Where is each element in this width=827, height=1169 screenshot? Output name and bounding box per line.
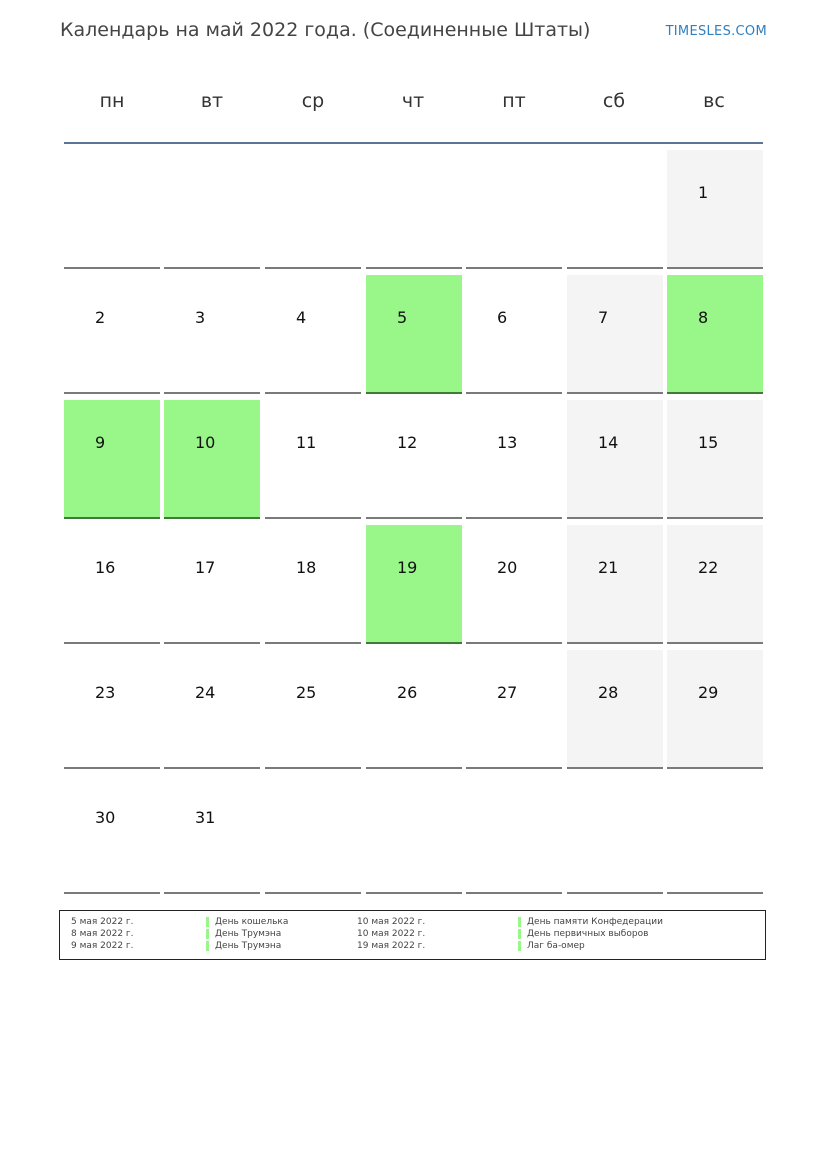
day-number: 9 bbox=[95, 433, 106, 452]
day-number: 24 bbox=[195, 683, 216, 702]
day-number: 3 bbox=[195, 308, 206, 327]
day-number: 8 bbox=[698, 308, 709, 327]
day-number: 2 bbox=[95, 308, 106, 327]
day-number: 16 bbox=[95, 558, 116, 577]
day-number: 25 bbox=[296, 683, 317, 702]
day-cell bbox=[265, 650, 361, 769]
legend-date: 19 мая 2022 г. bbox=[357, 941, 426, 951]
page-title: Календарь на май 2022 года. (Соединенные Штаты) bbox=[60, 19, 591, 41]
day-cell bbox=[466, 525, 562, 644]
day-cell bbox=[567, 275, 663, 394]
day-number: 7 bbox=[598, 308, 609, 327]
day-number: 15 bbox=[698, 433, 719, 452]
day-cell bbox=[667, 650, 763, 769]
weekday-fri: пт bbox=[502, 90, 526, 112]
day-cell bbox=[466, 275, 562, 394]
empty-day-cell bbox=[366, 150, 462, 269]
day-cell bbox=[64, 775, 160, 894]
brand-link[interactable]: TIMESLES.COM bbox=[665, 24, 767, 39]
day-number: 29 bbox=[698, 683, 719, 702]
day-cell bbox=[667, 150, 763, 269]
legend-holiday-name: День первичных выборов bbox=[518, 929, 648, 939]
legend-row bbox=[60, 917, 765, 929]
weekday-sun: вс bbox=[703, 90, 725, 112]
day-cell bbox=[366, 650, 462, 769]
legend-holiday-name: День Трумэна bbox=[206, 941, 281, 951]
day-cell bbox=[64, 650, 160, 769]
day-cell bbox=[164, 400, 260, 519]
day-number: 17 bbox=[195, 558, 216, 577]
day-cell bbox=[164, 775, 260, 894]
day-cell bbox=[164, 650, 260, 769]
empty-day-cell bbox=[667, 775, 763, 894]
day-number: 5 bbox=[397, 308, 408, 327]
day-cell bbox=[466, 400, 562, 519]
day-cell bbox=[64, 400, 160, 519]
weekday-header bbox=[64, 90, 764, 120]
day-cell bbox=[366, 400, 462, 519]
empty-day-cell bbox=[366, 775, 462, 894]
day-number: 27 bbox=[497, 683, 518, 702]
day-cell bbox=[64, 525, 160, 644]
empty-day-cell bbox=[567, 775, 663, 894]
day-cell bbox=[667, 400, 763, 519]
legend-date: 10 мая 2022 г. bbox=[357, 917, 426, 927]
legend-holiday-name: День памяти Конфедерации bbox=[518, 917, 663, 927]
day-number: 19 bbox=[397, 558, 418, 577]
legend-date: 5 мая 2022 г. bbox=[71, 917, 134, 927]
legend-holiday-name: Лаг ба-омер bbox=[518, 941, 585, 951]
weekday-sat: сб bbox=[602, 90, 626, 112]
day-cell bbox=[164, 275, 260, 394]
day-number: 30 bbox=[95, 808, 116, 827]
day-number: 26 bbox=[397, 683, 418, 702]
day-number: 14 bbox=[598, 433, 619, 452]
day-cell bbox=[466, 650, 562, 769]
day-number: 11 bbox=[296, 433, 317, 452]
legend-holiday-name: День кошелька bbox=[206, 917, 288, 927]
legend-row bbox=[60, 929, 765, 941]
day-cell bbox=[265, 525, 361, 644]
day-cell bbox=[366, 525, 462, 644]
day-number: 31 bbox=[195, 808, 216, 827]
weekday-wed: ср bbox=[301, 90, 325, 112]
day-number: 1 bbox=[698, 183, 709, 202]
day-number: 13 bbox=[497, 433, 518, 452]
empty-day-cell bbox=[164, 150, 260, 269]
day-cell bbox=[667, 525, 763, 644]
day-number: 22 bbox=[698, 558, 719, 577]
day-cell bbox=[265, 400, 361, 519]
weekday-thu: чт bbox=[401, 90, 425, 112]
legend-holiday-name: День Трумэна bbox=[206, 929, 281, 939]
day-cell bbox=[164, 525, 260, 644]
day-number: 10 bbox=[195, 433, 216, 452]
empty-day-cell bbox=[466, 775, 562, 894]
day-cell bbox=[567, 525, 663, 644]
day-cell bbox=[64, 275, 160, 394]
legend-date: 9 мая 2022 г. bbox=[71, 941, 134, 951]
weekday-tue: вт bbox=[200, 90, 224, 112]
header-divider bbox=[64, 142, 763, 144]
legend-date: 10 мая 2022 г. bbox=[357, 929, 426, 939]
empty-day-cell bbox=[265, 150, 361, 269]
empty-day-cell bbox=[265, 775, 361, 894]
empty-day-cell bbox=[466, 150, 562, 269]
weekday-mon: пн bbox=[99, 90, 125, 112]
day-cell bbox=[567, 650, 663, 769]
day-number: 20 bbox=[497, 558, 518, 577]
legend-date: 8 мая 2022 г. bbox=[71, 929, 134, 939]
day-number: 12 bbox=[397, 433, 418, 452]
day-number: 18 bbox=[296, 558, 317, 577]
legend-row bbox=[60, 941, 765, 953]
empty-day-cell bbox=[567, 150, 663, 269]
day-number: 6 bbox=[497, 308, 508, 327]
day-cell bbox=[265, 275, 361, 394]
holiday-legend bbox=[59, 910, 766, 960]
day-cell bbox=[366, 275, 462, 394]
day-number: 28 bbox=[598, 683, 619, 702]
day-cell bbox=[667, 275, 763, 394]
day-cell bbox=[567, 400, 663, 519]
day-number: 21 bbox=[598, 558, 619, 577]
empty-day-cell bbox=[64, 150, 160, 269]
day-number: 23 bbox=[95, 683, 116, 702]
day-number: 4 bbox=[296, 308, 307, 327]
